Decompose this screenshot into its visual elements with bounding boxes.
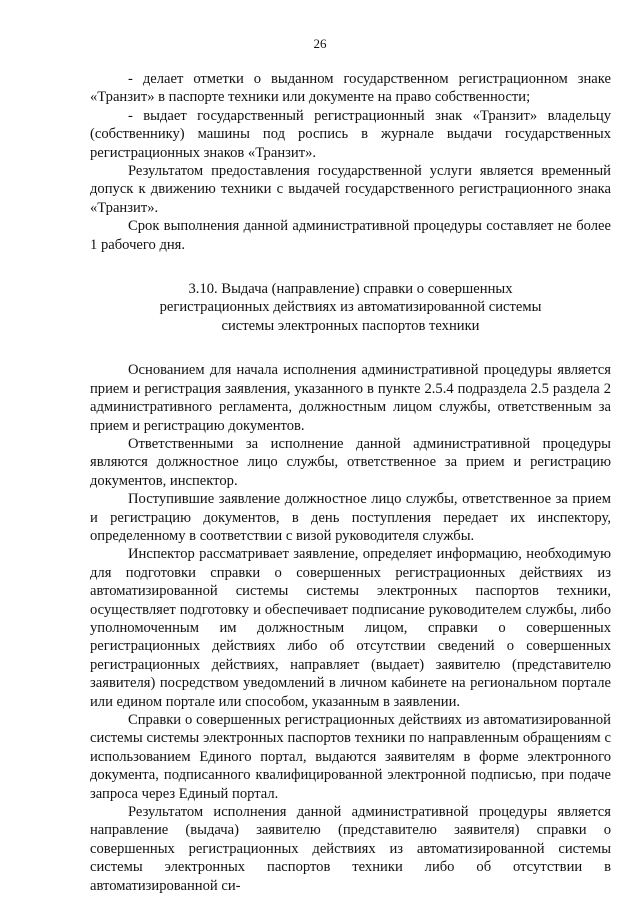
paragraph: - выдает государственный регистрационный знак «Транзит» владельцу (собственнику) машины под роспись в журнале выдачи государственных регистрационных знаков «Транзит». — [90, 107, 611, 161]
section-heading-line: регистрационных действиях из автоматизированной системы — [159, 299, 542, 316]
paragraph: Ответственными за исполнение данной административной процедуры являются должностное лицо службы, ответственное за прием и регистрацию документов, инспектор. — [90, 435, 611, 489]
paragraph: Результатом исполнения данной административной процедуры является направление (выдача) заявителю (представителю заявителя) справки о совершенных регистрационных действиях из автоматизированной системы системы электронных паспортов техники либо об отсутствии в автоматизированной си- — [90, 804, 611, 894]
document-body — [90, 70, 611, 895]
paragraph: - делает отметки о выданном государственном регистрационном знаке «Транзит» в паспорте техники или документе на право собственности; — [90, 71, 611, 106]
paragraph: Справки о совершенных регистрационных действиях из автоматизированной системы системы электронных паспортов техники по направленным обращениям с использованием Единого портал, выдаются заявителям в форме электронного документа, подписанного квалифицированной электронной подписью, при подаче запроса через Единый портал. — [90, 712, 611, 802]
section-heading-line: системы электронных паспортов техники — [221, 317, 480, 334]
paragraph: Основанием для начала исполнения административной процедуры является прием и регистрация заявления, указанного в пункте 2.5.4 подраздела 2.5 раздела 2 административного регламента, должностным лицом службы, ответственным за прием и регистрацию документов. — [90, 362, 611, 434]
paragraph: Инспектор рассматривает заявление, определяет информацию, необходимую для подготовки справки о совершенных регистрационных действиях из автоматизированной системы системы электронных паспортов техники, осуществляет подготовку и обеспечивает подписание руководителем службы, либо уполномоченным им должностным лицом, справки о совершенных регистрационных действиях либо об отсутствии сведений о совершенных регистрационных действиях, направляет (выдает) заявителю (представителю заявителя) посредством уведомлений в личном кабинете на региональном портале или едином портале или способом, указанным в заявлении. — [90, 546, 611, 710]
page-number: 26 — [313, 36, 327, 51]
paragraph: Срок выполнения данной административной процедуры составляет не более 1 рабочего дня. — [90, 218, 611, 253]
section-heading — [90, 280, 611, 335]
paragraph: Результатом предоставления государственной услуги является временный допуск к движению техники с выдачей государственного регистрационного знака «Транзит». — [90, 163, 611, 216]
section-heading-line: 3.10. Выдача (направление) справки о совершенных — [188, 281, 513, 298]
paragraph: Поступившие заявление должностное лицо службы, ответственное за прием и регистрацию документов, в день поступления передает их инспектору, определенному в соответствии с визой руководителя службы. — [90, 491, 611, 544]
